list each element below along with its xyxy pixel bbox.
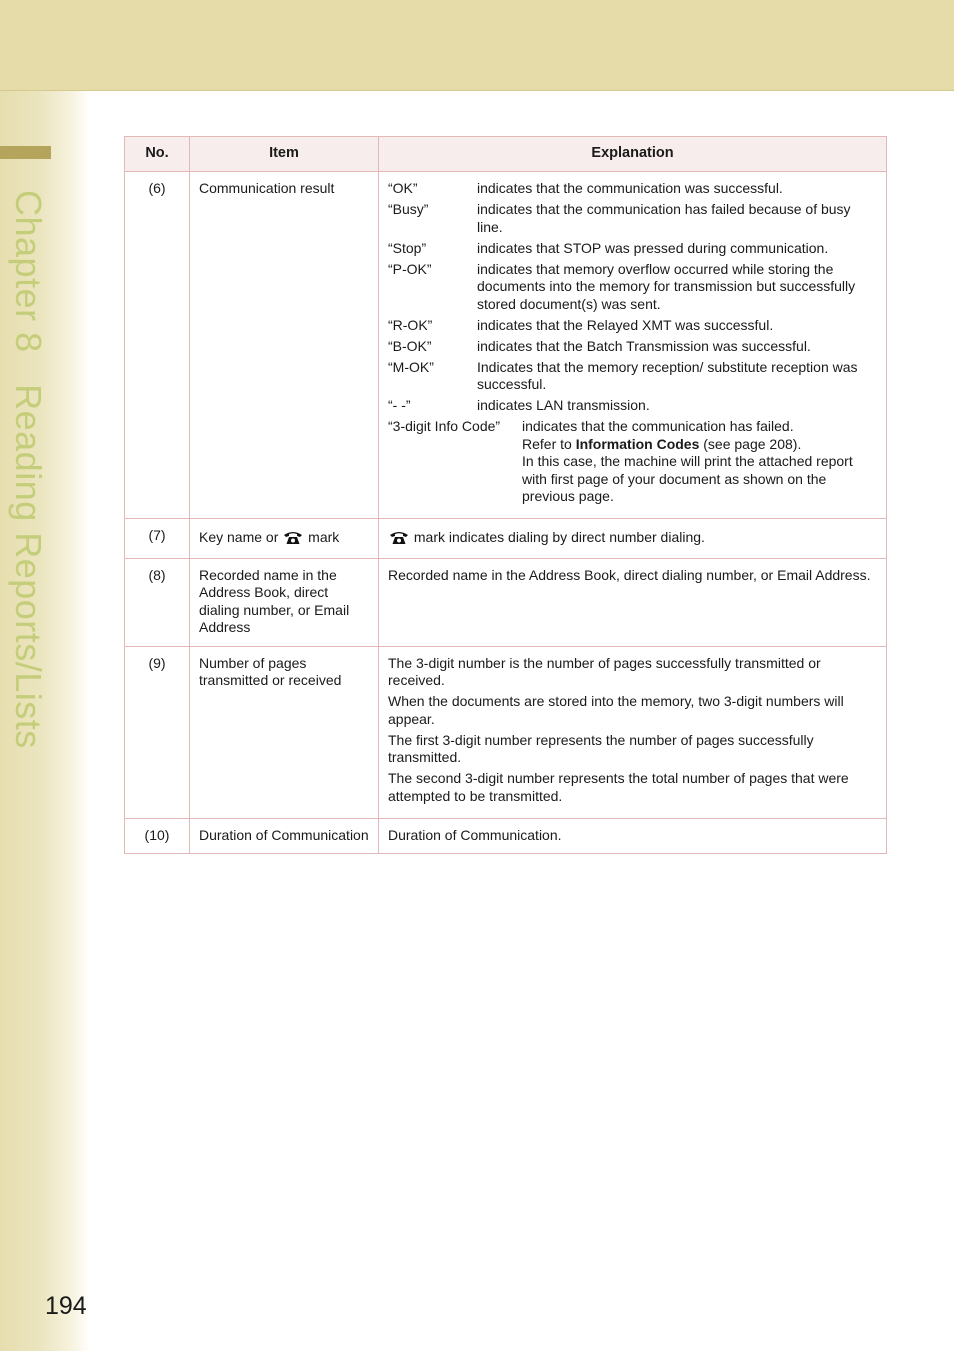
paragraph: The 3-digit number is the number of pages successfully transmitted or received. <box>388 654 821 688</box>
result-code: “P-OK” <box>388 260 432 277</box>
list-item-info-code <box>388 418 877 506</box>
table-row <box>125 818 887 854</box>
result-code: “Stop” <box>388 239 427 256</box>
result-code: “B-OK” <box>388 337 432 354</box>
row-number: (6) <box>125 172 190 519</box>
result-code: “- -” <box>388 397 411 413</box>
result-code: “M-OK” <box>388 358 434 375</box>
chapter-name: Reading Reports/Lists <box>8 384 49 749</box>
header-explanation: Explanation <box>379 137 887 172</box>
result-text: indicates that the communication has failed because of busy line. <box>477 201 851 235</box>
row-explanation <box>379 646 887 818</box>
row-number: (8) <box>125 558 190 646</box>
explanation-text: mark indicates dialing by direct number dialing. <box>410 529 705 545</box>
list-item <box>388 240 877 258</box>
table-row <box>125 519 887 559</box>
table-row <box>125 558 887 646</box>
info-code-text <box>522 418 877 506</box>
result-text: indicates that the communication was successful. <box>477 180 783 196</box>
row-number: (10) <box>125 818 190 854</box>
list-item <box>388 317 877 335</box>
list-item <box>388 397 877 415</box>
paragraph: When the documents are stored into the memory, two 3-digit numbers will appear. <box>388 693 844 727</box>
table-header-row <box>125 137 887 172</box>
list-item <box>388 338 877 356</box>
list-item <box>388 261 877 314</box>
telephone-icon <box>389 530 409 545</box>
row-number: (7) <box>125 519 190 559</box>
result-text: indicates that memory overflow occurred while storing the documents into the memory for transmission but successfully stored document(s) was sent. <box>477 260 856 312</box>
row-item: Number of pages transmitted or received <box>190 646 379 818</box>
information-codes-reference: Information Codes <box>575 435 700 452</box>
result-text: Indicates that the memory reception/ substitute reception was successful. <box>477 358 858 392</box>
row-explanation <box>379 172 887 519</box>
refer-prefix: Refer to <box>522 435 576 452</box>
result-text: indicates that the Batch Transmission was successful. <box>477 337 811 354</box>
result-code: “OK” <box>388 180 418 196</box>
result-code: “Busy” <box>388 201 429 217</box>
row-explanation <box>379 519 887 559</box>
info-line-1: indicates that the communication has failed. <box>522 418 794 434</box>
info-line-3: In this case, the machine will print the attached report with first page of your document as shown on the previous page. <box>522 453 853 504</box>
list-item <box>388 201 877 236</box>
table-row <box>125 646 887 818</box>
row-explanation: Duration of Communication. <box>379 818 887 854</box>
result-code-list <box>388 180 877 506</box>
chapter-title <box>5 190 51 790</box>
row-item: Recorded name in the Address Book, direct dialing number, or Email Address <box>190 558 379 646</box>
chapter-marker <box>0 146 51 159</box>
row-explanation: Recorded name in the Address Book, direct dialing number, or Email Address. <box>379 558 887 646</box>
result-code: “R-OK” <box>388 316 433 333</box>
row-item: Duration of Communication <box>190 818 379 854</box>
page-number: 194 <box>45 1292 87 1320</box>
result-text: indicates that STOP was pressed during communication. <box>477 239 829 256</box>
item-suffix: mark <box>304 529 340 545</box>
result-code: “3-digit Info Code” <box>388 418 501 434</box>
top-band <box>0 0 954 91</box>
chapter-label: Chapter 8 <box>8 190 49 353</box>
list-item <box>388 180 877 198</box>
result-text: indicates LAN transmission. <box>477 397 650 413</box>
row-item <box>190 519 379 559</box>
explanation-table <box>124 136 887 854</box>
table-row <box>125 172 887 519</box>
result-text: indicates that the Relayed XMT was successful. <box>477 316 774 333</box>
paragraph: The second 3-digit number represents the total number of pages that were attempted to be transmitted. <box>388 770 849 804</box>
header-item: Item <box>190 137 379 172</box>
row-number: (9) <box>125 646 190 818</box>
list-item <box>388 359 877 394</box>
item-prefix: Key name or <box>199 529 283 545</box>
row-item: Communication result <box>190 172 379 519</box>
header-no: No. <box>125 137 190 172</box>
telephone-icon <box>283 530 303 545</box>
refer-suffix: (see page 208). <box>699 435 802 452</box>
paragraph: The first 3-digit number represents the number of pages successfully transmitted. <box>388 731 814 765</box>
